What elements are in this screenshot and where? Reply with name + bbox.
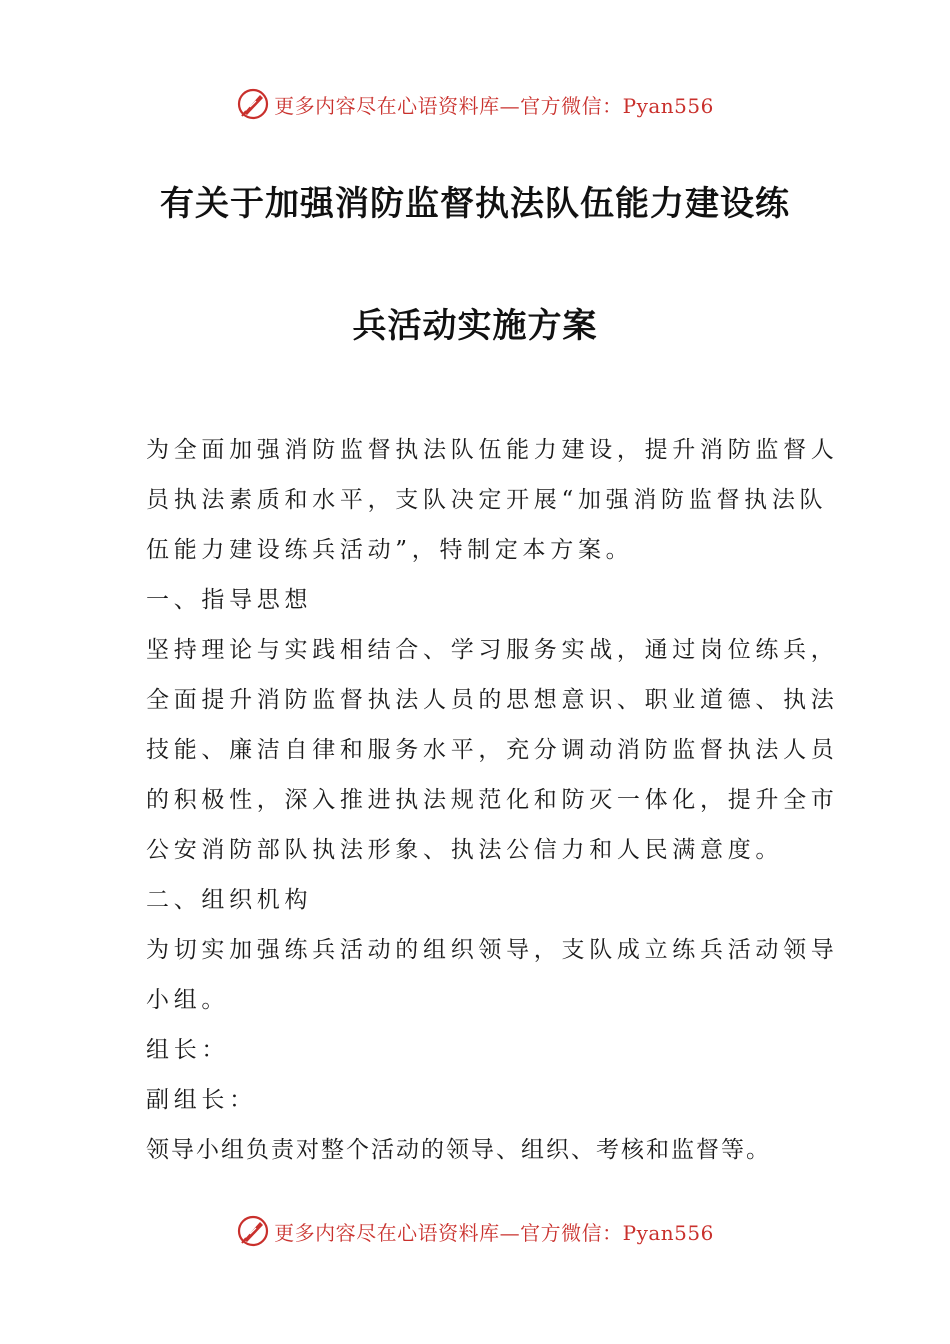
section-heading: 二、组织机构: [146, 887, 313, 913]
document-title-line-2: 兵活动实施方案: [352, 306, 598, 346]
body-line: 小组。: [146, 987, 230, 1013]
body-line: 的积极性，深入推进执法规范化和防灭一体化，提升全市: [146, 787, 839, 813]
body-line: 员执法素质和水平，支队决定开展“加强消防监督执法队: [146, 487, 828, 513]
section-heading: 一、指导思想: [146, 587, 313, 613]
body-line: 公安消防部队执法形象、执法公信力和人民满意度。: [146, 837, 784, 863]
pen-feather-logo-icon: [236, 87, 270, 121]
body-line: 组长：: [146, 1037, 230, 1063]
body-line: 副组长：: [146, 1087, 257, 1113]
body-line: 伍能力建设练兵活动”，特制定本方案。: [146, 537, 634, 563]
body-line: 技能、廉洁自律和服务水平，充分调动消防监督执法人员: [146, 737, 839, 763]
banner-text: 更多内容尽在心语资料库—官方微信：Pyan556: [274, 93, 714, 118]
body-line: 坚持理论与实践相结合、学习服务实战，通过岗位练兵，: [146, 637, 839, 663]
document-body: [146, 425, 839, 1175]
pen-feather-logo-icon: [236, 1214, 270, 1248]
header-banner: [0, 84, 950, 124]
document-title-line-1: 有关于加强消防监督执法队伍能力建设练: [160, 184, 790, 224]
footer-banner: [0, 1211, 950, 1251]
body-line: 为全面加强消防监督执法队伍能力建设，提升消防监督人: [146, 437, 839, 463]
body-line: 为切实加强练兵活动的组织领导，支队成立练兵活动领导: [146, 937, 839, 963]
body-line: 全面提升消防监督执法人员的思想意识、职业道德、执法: [146, 687, 839, 713]
banner-text: 更多内容尽在心语资料库—官方微信：Pyan556: [274, 1220, 714, 1245]
body-line: 领导小组负责对整个活动的领导、组织、考核和监督等。: [146, 1137, 771, 1163]
